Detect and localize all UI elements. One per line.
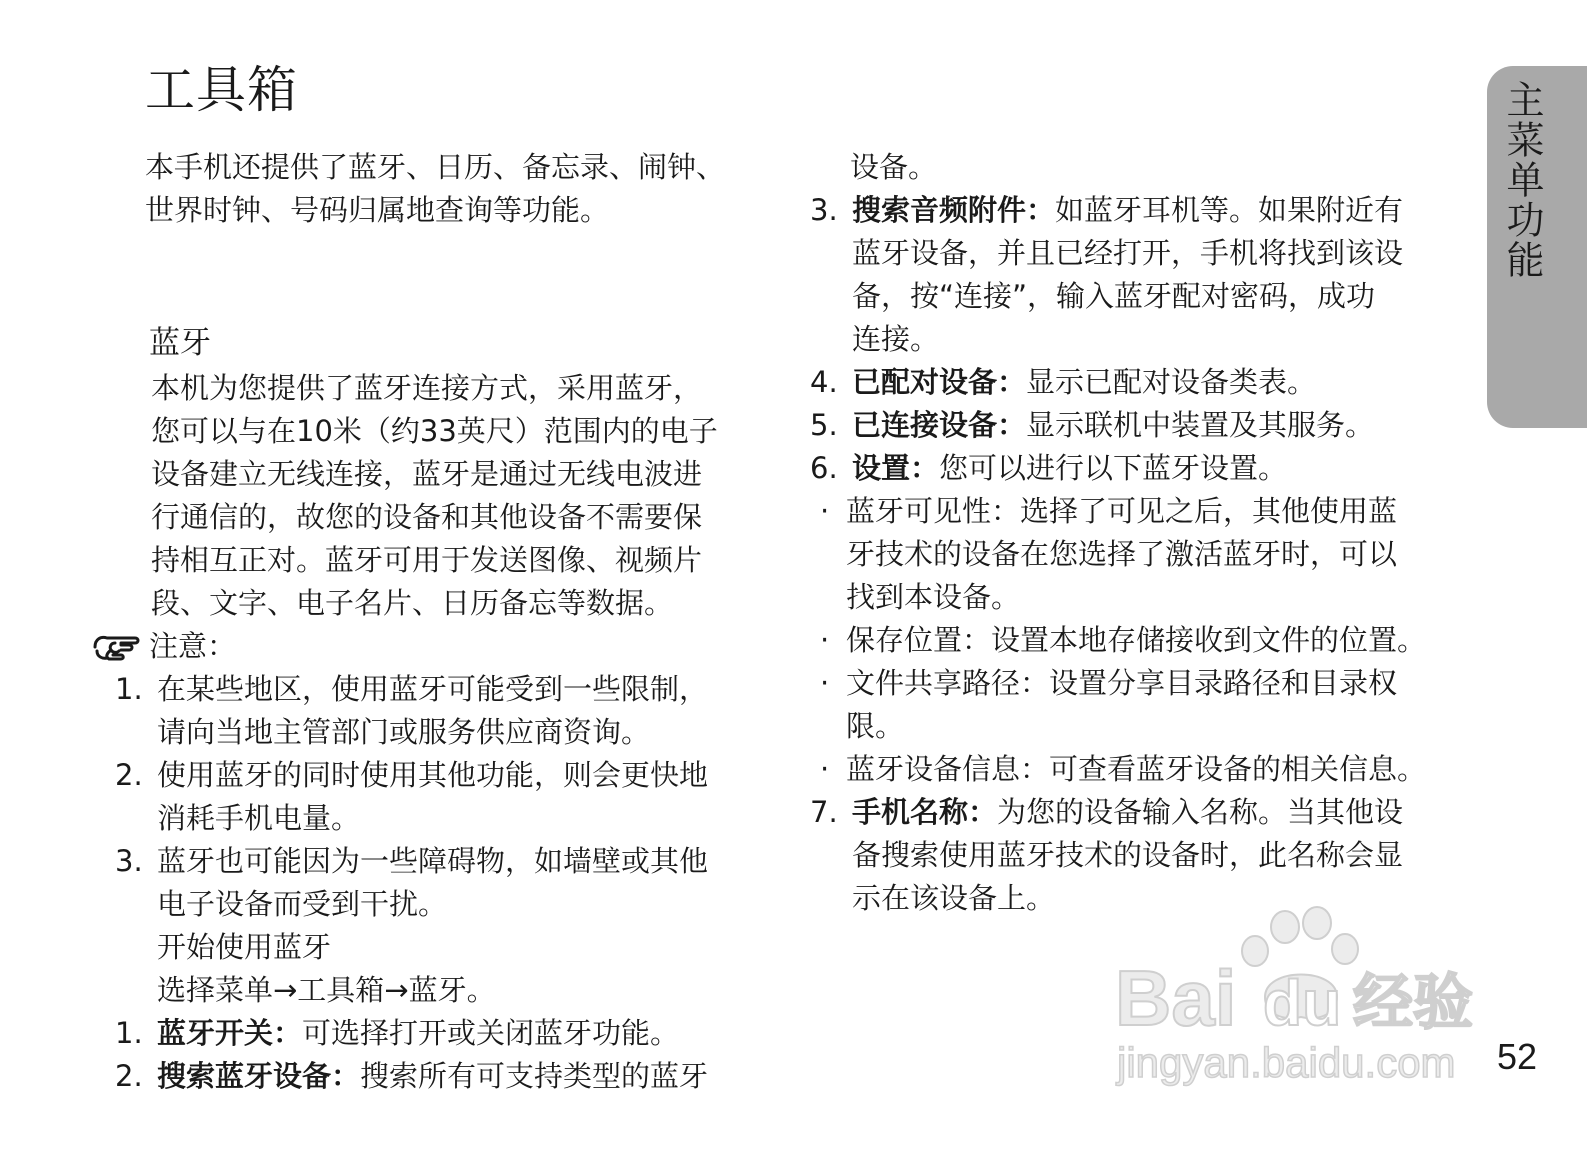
note-item <box>115 668 785 754</box>
intro-line-2: 世界时钟、号码归属地查询等功能。 <box>145 193 610 227</box>
page-title: 工具箱 <box>145 61 298 119</box>
step-term: 搜索音频附件： <box>852 193 1056 227</box>
bullet-dot: · <box>820 494 830 528</box>
step-term: 设置： <box>852 451 940 485</box>
bullet-dot: · <box>820 752 830 786</box>
step-line: 备搜索使用蓝牙技术的设备时，此名称会显 <box>852 838 1404 872</box>
watermark-url: jingyan.baidu.com <box>1117 1039 1456 1086</box>
settings-bullet-item <box>810 662 1470 748</box>
step-text: 搜索所有可支持类型的蓝牙 <box>360 1059 709 1093</box>
note-heading <box>91 625 785 668</box>
note-label: 注意： <box>149 629 237 663</box>
step-term: 已连接设备： <box>852 408 1027 442</box>
left-column <box>115 146 785 1098</box>
item-number: 1. <box>115 672 143 706</box>
item-number: 4. <box>810 365 838 399</box>
step-text: 显示已配对设备类表。 <box>1026 365 1317 399</box>
note-line: 电子设备而受到干扰。 <box>157 887 448 921</box>
item-number: 7. <box>810 795 838 829</box>
settings-bullet-item <box>810 490 1470 619</box>
watermark-cn: 经验 <box>1353 968 1473 1038</box>
setting-line: 蓝牙可见性：选择了可见之后，其他使用蓝 <box>846 494 1398 528</box>
step-term: 已配对设备： <box>852 365 1027 399</box>
item-number: 2. <box>115 1059 143 1093</box>
chapter-tab-label: 主菜单功能 <box>1500 80 1544 280</box>
item-number: 5. <box>810 408 838 442</box>
section-heading-bluetooth: 蓝牙 <box>149 325 211 361</box>
setting-line: 文件共享路径：设置分享目录路径和目录权 <box>846 666 1398 700</box>
description-line: 本机为您提供了蓝牙连接方式，采用蓝牙， <box>151 371 703 405</box>
setting-line: 蓝牙设备信息：可查看蓝牙设备的相关信息。 <box>846 752 1427 786</box>
setting-line: 找到本设备。 <box>846 580 1021 614</box>
setting-line: 限。 <box>846 709 905 743</box>
note-line: 消耗手机电量。 <box>157 801 361 835</box>
step-term: 手机名称： <box>852 795 998 829</box>
setting-line: 保存位置：设置本地存储接收到文件的位置。 <box>846 623 1427 657</box>
note-line: 在某些地区，使用蓝牙可能受到一些限制， <box>157 672 709 706</box>
step-item <box>810 447 1470 490</box>
bluetooth-description <box>115 367 785 1098</box>
description-line: 持相互正对。蓝牙可用于发送图像、视频片 <box>151 543 703 577</box>
chapter-side-tab <box>1487 66 1587 428</box>
step-item <box>115 1012 785 1055</box>
step-line: 示在该设备上。 <box>852 881 1056 915</box>
description-line: 段、文字、电子名片、日历备忘等数据。 <box>151 586 674 620</box>
bullet-dot: · <box>820 666 830 700</box>
step-line: 蓝牙设备，并且已经打开，手机将找到该设 <box>852 236 1404 270</box>
settings-bullet-item <box>810 619 1470 662</box>
step-continuation: 设备。 <box>850 150 938 184</box>
description-line: 设备建立无线连接，蓝牙是通过无线电波进 <box>151 457 703 491</box>
item-number: 3. <box>810 193 838 227</box>
baidu-jingyan-watermark <box>1105 905 1485 1090</box>
pointing-hand-icon <box>91 631 149 663</box>
right-column <box>810 146 1470 920</box>
step-line: 备，按“连接”，输入蓝牙配对密码，成功 <box>852 279 1376 313</box>
step-item <box>810 404 1470 447</box>
step-text: 可选择打开或关闭蓝牙功能。 <box>302 1016 680 1050</box>
step-text: 显示联机中装置及其服务。 <box>1026 408 1375 442</box>
step-item <box>115 1055 785 1098</box>
item-number: 1. <box>115 1016 143 1050</box>
note-item <box>115 754 785 840</box>
step-line: 连接。 <box>852 322 940 356</box>
step-term: 蓝牙开关： <box>157 1016 303 1050</box>
watermark-brand: Bai <box>1115 954 1237 1042</box>
note-item <box>115 840 785 1012</box>
item-number: 2. <box>115 758 143 792</box>
note-line: 蓝牙也可能因为一些障碍物，如墙壁或其他 <box>157 844 709 878</box>
step-term: 搜索蓝牙设备： <box>157 1059 361 1093</box>
watermark-brand-2: du <box>1263 967 1342 1039</box>
settings-bullet-item <box>810 748 1470 791</box>
note-line: 使用蓝牙的同时使用其他功能，则会更快地 <box>157 758 709 792</box>
note-line: 请向当地主管部门或服务供应商资询。 <box>157 715 651 749</box>
step-text: 如蓝牙耳机等。如果附近有 <box>1055 193 1404 227</box>
description-line: 行通信的，故您的设备和其他设备不需要保 <box>151 500 703 534</box>
step-item <box>810 189 1470 361</box>
item-number: 6. <box>810 451 838 485</box>
menu-path: 选择菜单→工具箱→蓝牙。 <box>157 973 496 1007</box>
step-text: 为您的设备输入名称。当其他设 <box>997 795 1404 829</box>
start-heading: 开始使用蓝牙 <box>157 930 332 964</box>
step-item <box>810 361 1470 404</box>
page-number: 52 <box>1497 1036 1538 1077</box>
item-number: 3. <box>115 844 143 878</box>
intro-line-1: 本手机还提供了蓝牙、日历、备忘录、闹钟、 <box>145 150 726 184</box>
step-item <box>810 791 1470 920</box>
bullet-dot: · <box>820 623 830 657</box>
description-line: 您可以与在10米（约33英尺）范围内的电子 <box>151 414 718 448</box>
setting-line: 牙技术的设备在您选择了激活蓝牙时，可以 <box>846 537 1398 571</box>
step-text: 您可以进行以下蓝牙设置。 <box>939 451 1288 485</box>
